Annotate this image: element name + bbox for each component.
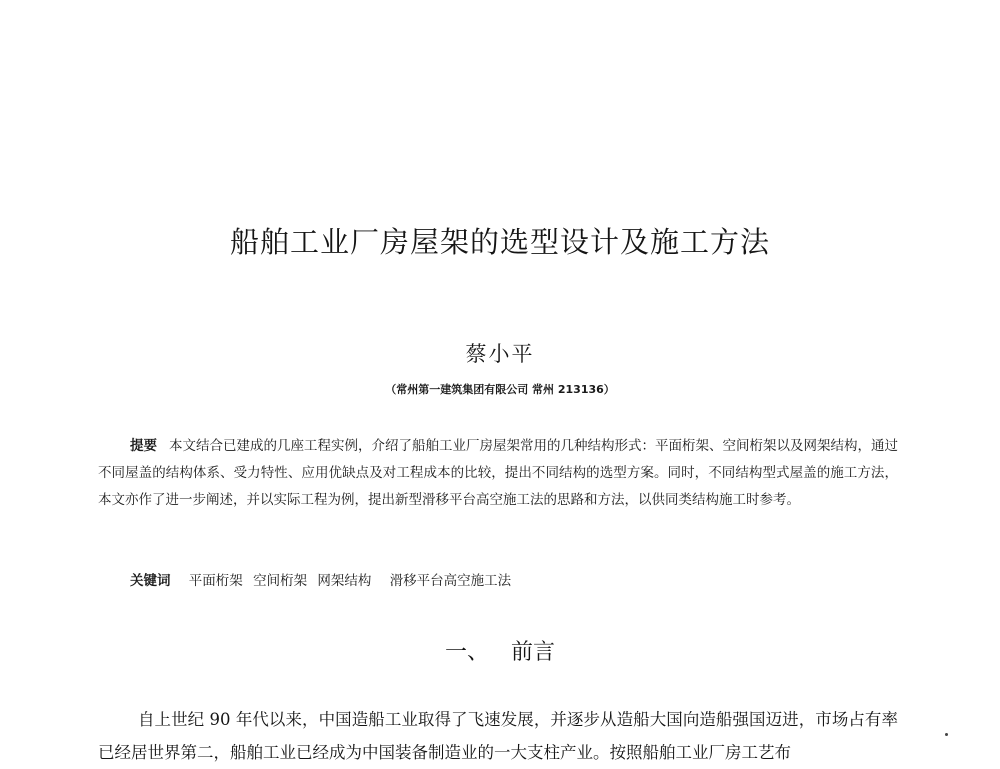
abstract-text: 本文结合已建成的几座工程实例，介绍了船舶工业厂房屋架常用的几种结构形式：平面桁架、空间桁架以及网架结构，通过不同屋盖的结构体系、受力特性、应用优缺点及对工程成本的比较，提出不同结构的选型方案。同时，不同结构型式屋盖的施工方法，本文亦作了进一步阐述，并以实际工程为例，提出新型滑移平台高空施工法的思路和方法，以供同类结构施工时参考。 [98, 438, 898, 508]
keywords-block [130, 569, 890, 589]
author-affiliation: （常州第一建筑集团有限公司 常州 213136） [385, 383, 615, 396]
paper-title: 船舶工业厂房屋架的选型设计及施工方法 [229, 225, 770, 259]
keyword-item: 平面桁架 [188, 573, 243, 589]
body-paragraph: 自上世纪 90 年代以来，中国造船工业取得了飞速发展，并逐步从造船大国向造船强国迈进，市场占有率已经居世界第二，船舶工业已经成为中国装备制造业的一大支柱产业。按照船舶工业厂房工艺布 [98, 710, 898, 762]
keyword-item: 滑移平台高空施工法 [389, 573, 512, 589]
section-title: 前言 [511, 640, 556, 665]
abstract-block [98, 433, 898, 514]
abstract-label: 提要 [130, 438, 157, 454]
section-heading [0, 635, 1000, 666]
keyword-item: 空间桁架 [253, 573, 308, 589]
author-name: 蔡小平 [465, 342, 535, 366]
section-number: 一、 [444, 640, 489, 665]
keywords-label: 关键词 [130, 573, 171, 589]
scan-speck [945, 733, 948, 736]
keyword-item: 网架结构 [317, 573, 372, 589]
